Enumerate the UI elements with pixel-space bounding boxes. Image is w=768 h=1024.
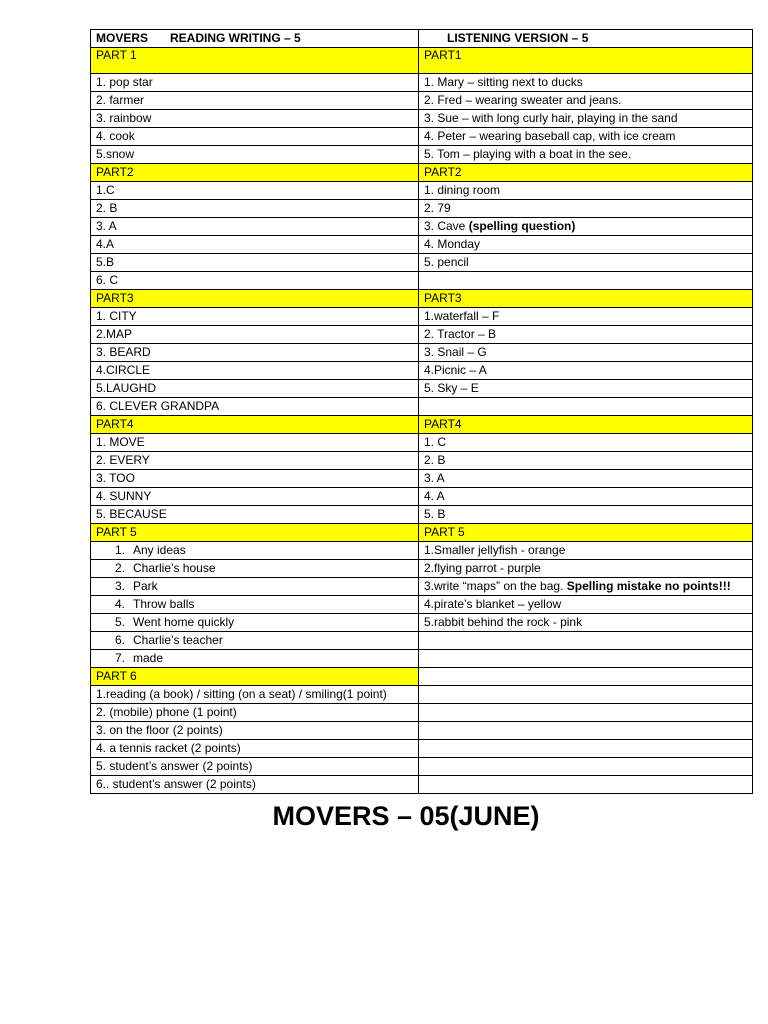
reading-writing-answer: 4.CIRCLE <box>96 363 151 377</box>
header-listening: LISTENING VERSION – 5 <box>447 31 589 45</box>
listening-answer: 5.rabbit behind the rock - pink <box>424 615 583 629</box>
reading-writing-cell <box>91 326 419 344</box>
table-row <box>91 398 753 416</box>
item-number: 7. <box>114 651 125 665</box>
listening-answer: 1. dining room <box>424 183 501 197</box>
listening-cell <box>419 146 753 164</box>
reading-writing-cell <box>91 650 419 668</box>
reading-writing-cell <box>91 668 419 686</box>
reading-writing-cell <box>91 254 419 272</box>
reading-writing-answer: 5.LAUGHD <box>96 381 157 395</box>
table-row <box>91 92 753 110</box>
reading-writing-cell <box>91 596 419 614</box>
reading-writing-answer: 3. BEARD <box>96 345 151 359</box>
listening-cell <box>419 200 753 218</box>
table-row <box>91 326 753 344</box>
reading-writing-answer: 2. farmer <box>96 93 145 107</box>
listening-answer: 2. B <box>424 453 446 467</box>
listening-cell <box>419 362 753 380</box>
reading-writing-answer: 1.reading (a book) / sitting (on a seat) / smiling(1 point) <box>96 687 387 701</box>
reading-writing-answer: 5. BECAUSE <box>96 507 167 521</box>
listening-cell <box>419 740 753 758</box>
table-row <box>91 686 753 704</box>
listening-cell <box>419 596 753 614</box>
reading-writing-answer: 2. B <box>96 201 118 215</box>
reading-writing-answer: 6. C <box>96 273 119 287</box>
listening-cell <box>419 776 753 794</box>
reading-writing-answer: 2. EVERY <box>96 453 150 467</box>
table-row <box>91 128 753 146</box>
table-row <box>91 362 753 380</box>
header-movers: MOVERS <box>96 31 149 45</box>
reading-writing-cell <box>91 776 419 794</box>
listening-answer: 5. pencil <box>424 255 469 269</box>
reading-writing-cell <box>91 128 419 146</box>
table-row <box>91 722 753 740</box>
listening-cell <box>419 344 753 362</box>
table-row <box>91 182 753 200</box>
reading-writing-cell <box>91 578 419 596</box>
listening-cell <box>419 92 753 110</box>
listening-answer: 1. Mary – sitting next to ducks <box>424 75 583 89</box>
listening-cell <box>419 560 753 578</box>
listening-answer: 5. Tom – playing with a boat in the see. <box>424 147 632 161</box>
table-row <box>91 470 753 488</box>
listening-cell <box>419 74 753 92</box>
reading-writing-cell <box>91 362 419 380</box>
listening-answer: 1.waterfall – F <box>424 309 500 323</box>
reading-writing-cell <box>91 452 419 470</box>
listening-cell <box>419 452 753 470</box>
table-row <box>91 614 753 632</box>
reading-writing-answer: 2. (mobile) phone (1 point) <box>96 705 237 719</box>
reading-writing-answer: 6. CLEVER GRANDPA <box>96 399 220 413</box>
table-row <box>91 506 753 524</box>
reading-writing-answer: 4. cook <box>96 129 135 143</box>
reading-writing-answer: 4. a tennis racket (2 points) <box>96 741 241 755</box>
listening-answer: 4. A <box>424 489 445 503</box>
listening-answer: 2. 79 <box>424 201 451 215</box>
reading-writing-cell <box>91 200 419 218</box>
table-row <box>91 596 753 614</box>
listening-cell <box>419 416 753 434</box>
listening-cell <box>419 326 753 344</box>
reading-writing-cell <box>91 506 419 524</box>
listening-cell <box>419 290 753 308</box>
header-right-cell <box>419 30 753 48</box>
table-row <box>91 524 753 542</box>
reading-writing-answer: Park <box>133 579 158 593</box>
reading-writing-answer: 3. A <box>96 219 117 233</box>
reading-writing-answer: 6.. student’s answer (2 points) <box>96 777 256 791</box>
table-row <box>91 164 753 182</box>
header-row <box>91 30 753 48</box>
reading-writing-answer: 1. pop star <box>96 75 153 89</box>
reading-writing-cell <box>91 542 419 560</box>
reading-writing-cell <box>91 380 419 398</box>
reading-writing-cell <box>91 614 419 632</box>
listening-answer: 5. B <box>424 507 446 521</box>
reading-writing-cell <box>91 686 419 704</box>
table-row <box>91 488 753 506</box>
item-number: 2. <box>114 561 125 575</box>
listening-cell <box>419 524 753 542</box>
reading-writing-answer: 1. MOVE <box>96 435 145 449</box>
table-row <box>91 110 753 128</box>
header-reading-writing: READING WRITING – 5 <box>170 31 301 45</box>
table-row <box>91 578 753 596</box>
item-number: 4. <box>114 597 125 611</box>
listening-cell <box>419 254 753 272</box>
item-number: 3. <box>114 579 125 593</box>
table-row <box>91 740 753 758</box>
listening-answer: 4.Picnic – A <box>424 363 487 377</box>
listening-answer: 2.flying parrot - purple <box>424 561 541 575</box>
table-row <box>91 344 753 362</box>
listening-cell <box>419 470 753 488</box>
item-number: 6. <box>114 633 125 647</box>
reading-writing-cell <box>91 632 419 650</box>
reading-writing-cell <box>91 218 419 236</box>
listening-cell <box>419 48 753 74</box>
table-row <box>91 48 753 74</box>
reading-writing-cell <box>91 344 419 362</box>
listening-answer: 4. Peter – wearing baseball cap, with ice cream <box>424 129 676 143</box>
reading-writing-answer: Went home quickly <box>133 615 235 629</box>
reading-writing-cell <box>91 290 419 308</box>
reading-writing-answer: 5.B <box>96 255 115 269</box>
reading-writing-answer: 3. rainbow <box>96 111 152 125</box>
item-number: 1. <box>114 543 125 557</box>
listening-answer: 3. Snail – G <box>424 345 487 359</box>
listening-answer: 3.write “maps” on the bag. <box>424 579 567 593</box>
table-row <box>91 308 753 326</box>
table-row <box>91 218 753 236</box>
listening-cell <box>419 164 753 182</box>
reading-writing-answer: 1.C <box>96 183 115 197</box>
table-row <box>91 272 753 290</box>
listening-answer: PART3 <box>424 291 462 305</box>
reading-writing-cell <box>91 488 419 506</box>
reading-writing-cell <box>91 164 419 182</box>
reading-writing-cell <box>91 236 419 254</box>
listening-cell <box>419 722 753 740</box>
table-row <box>91 632 753 650</box>
listening-cell <box>419 128 753 146</box>
reading-writing-cell <box>91 722 419 740</box>
listening-cell <box>419 704 753 722</box>
document-title: MOVERS – 05(JUNE) <box>272 801 540 831</box>
listening-answer: 4.pirate’s blanket – yellow <box>424 597 562 611</box>
reading-writing-answer: 3. TOO <box>96 471 135 485</box>
reading-writing-cell <box>91 308 419 326</box>
listening-cell <box>419 686 753 704</box>
listening-answer: 4. Monday <box>424 237 481 251</box>
table-row <box>91 704 753 722</box>
reading-writing-cell <box>91 398 419 416</box>
reading-writing-cell <box>91 704 419 722</box>
listening-answer: PART 5 <box>424 525 465 539</box>
reading-writing-answer: 4. SUNNY <box>96 489 152 503</box>
listening-cell <box>419 758 753 776</box>
listening-answer-note: Spelling mistake no points!!! <box>566 579 731 593</box>
reading-writing-cell <box>91 146 419 164</box>
listening-answer: 3. Cave <box>424 219 469 233</box>
listening-cell <box>419 506 753 524</box>
listening-cell <box>419 632 753 650</box>
reading-writing-cell <box>91 74 419 92</box>
listening-cell <box>419 668 753 686</box>
reading-writing-answer: 5.snow <box>96 147 135 161</box>
table-row <box>91 434 753 452</box>
listening-answer: PART1 <box>424 48 462 62</box>
reading-writing-answer: PART 5 <box>96 525 137 539</box>
listening-cell <box>419 110 753 128</box>
listening-answer: 5. Sky – E <box>424 381 479 395</box>
table-row <box>91 200 753 218</box>
table-row <box>91 452 753 470</box>
listening-cell <box>419 380 753 398</box>
reading-writing-answer: PART4 <box>96 417 134 431</box>
reading-writing-answer: 3. on the floor (2 points) <box>96 723 223 737</box>
listening-cell <box>419 650 753 668</box>
reading-writing-answer: made <box>133 651 164 665</box>
listening-cell <box>419 308 753 326</box>
listening-answer: 1.Smaller jellyfish - orange <box>424 543 566 557</box>
reading-writing-answer: Throw balls <box>133 597 195 611</box>
answer-key-body <box>91 30 753 794</box>
reading-writing-cell <box>91 524 419 542</box>
table-row <box>91 74 753 92</box>
listening-cell <box>419 578 753 596</box>
reading-writing-answer: Charlie’s house <box>133 561 216 575</box>
table-row <box>91 560 753 578</box>
reading-writing-cell <box>91 434 419 452</box>
table-row <box>91 254 753 272</box>
table-row <box>91 236 753 254</box>
listening-answer: PART2 <box>424 165 462 179</box>
listening-cell <box>419 182 753 200</box>
reading-writing-answer: PART 1 <box>96 48 137 62</box>
table-row <box>91 758 753 776</box>
item-number: 5. <box>114 615 125 629</box>
listening-cell <box>419 614 753 632</box>
listening-cell <box>419 236 753 254</box>
table-row <box>91 650 753 668</box>
reading-writing-answer: 5. student’s answer (2 points) <box>96 759 253 773</box>
reading-writing-cell <box>91 272 419 290</box>
reading-writing-answer: PART 6 <box>96 669 137 683</box>
table-row <box>91 416 753 434</box>
table-row <box>91 290 753 308</box>
reading-writing-cell <box>91 470 419 488</box>
listening-cell <box>419 542 753 560</box>
reading-writing-cell <box>91 92 419 110</box>
table-row <box>91 146 753 164</box>
listening-answer: 2. Tractor – B <box>424 327 497 341</box>
listening-cell <box>419 218 753 236</box>
reading-writing-answer: PART3 <box>96 291 134 305</box>
reading-writing-cell <box>91 740 419 758</box>
reading-writing-answer: Any ideas <box>133 543 186 557</box>
table-row <box>91 542 753 560</box>
listening-answer: 3. A <box>424 471 445 485</box>
reading-writing-answer: 1. CITY <box>96 309 137 323</box>
listening-cell <box>419 272 753 290</box>
reading-writing-cell <box>91 758 419 776</box>
reading-writing-cell <box>91 110 419 128</box>
reading-writing-answer: 4.A <box>96 237 115 251</box>
table-row <box>91 668 753 686</box>
reading-writing-cell <box>91 48 419 74</box>
header-left-cell <box>91 30 419 48</box>
answer-key-table <box>90 29 753 794</box>
listening-answer: 2. Fred – wearing sweater and jeans. <box>424 93 622 107</box>
reading-writing-answer: Charlie’s teacher <box>133 633 223 647</box>
reading-writing-answer: PART2 <box>96 165 134 179</box>
listening-cell <box>419 398 753 416</box>
reading-writing-cell <box>91 182 419 200</box>
listening-cell <box>419 434 753 452</box>
reading-writing-cell <box>91 416 419 434</box>
listening-answer-note: (spelling question) <box>468 219 576 233</box>
listening-answer: PART4 <box>424 417 462 431</box>
reading-writing-cell <box>91 560 419 578</box>
table-row <box>91 776 753 794</box>
listening-answer: 3. Sue – with long curly hair, playing in the sand <box>424 111 678 125</box>
listening-cell <box>419 488 753 506</box>
table-row <box>91 380 753 398</box>
listening-answer: 1. C <box>424 435 447 449</box>
reading-writing-answer: 2.MAP <box>96 327 133 341</box>
